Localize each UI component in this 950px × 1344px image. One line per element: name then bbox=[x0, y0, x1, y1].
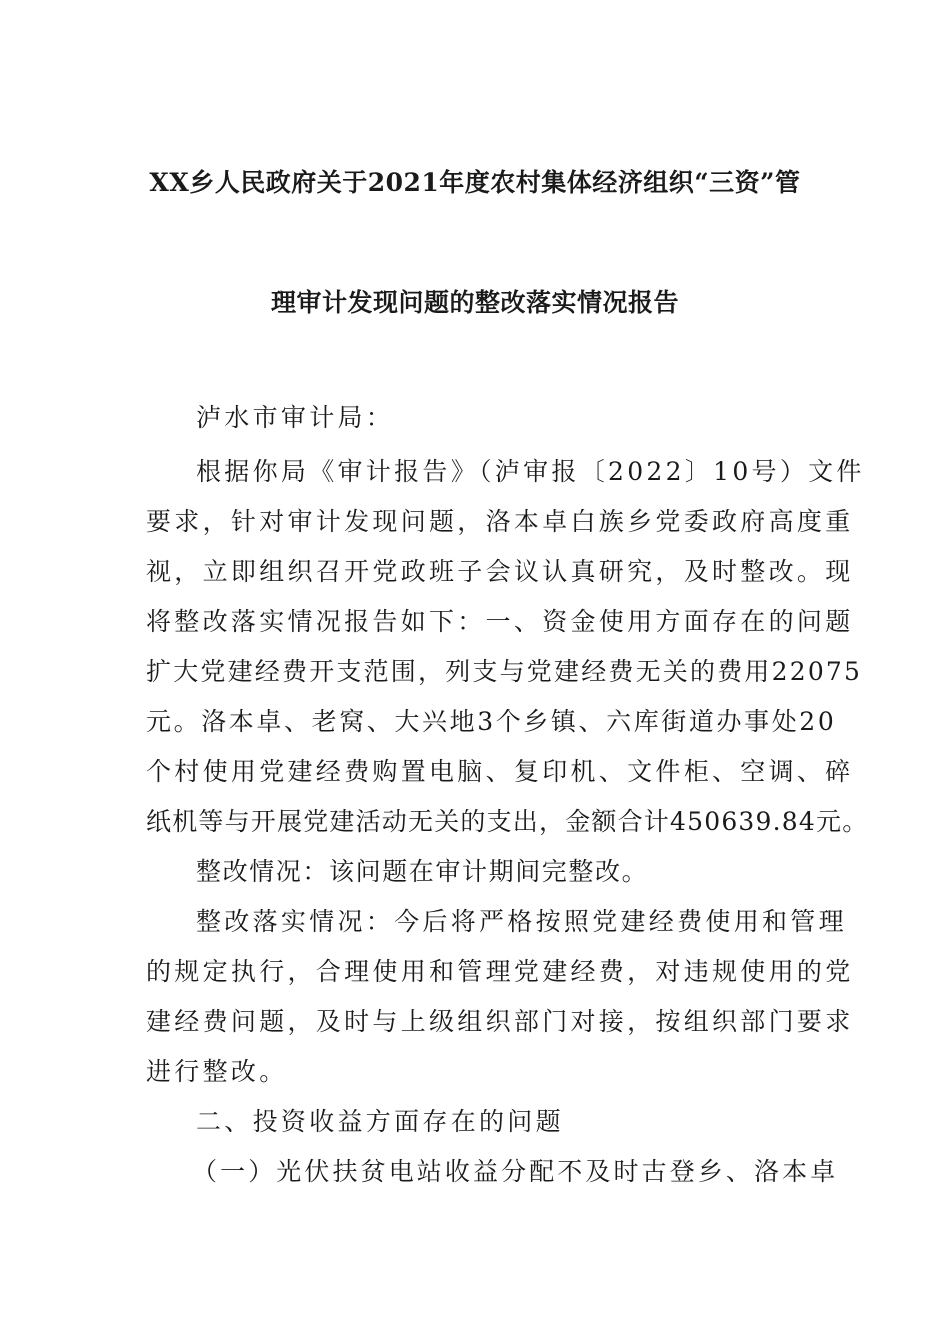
body-line-7: 个村使用党建经费购置电脑、复印机、文件柜、空调、碎 bbox=[146, 757, 854, 786]
body-line-15: （一）光伏扶贫电站收益分配不及时古登乡、洛本卓 bbox=[192, 1157, 839, 1186]
document-title-line-1: XX乡人民政府关于2021年度农村集体经济组织“三资”管 bbox=[149, 168, 801, 197]
body-line-5: 扩大党建经费开支范围，列支与党建经费无关的费用22075 bbox=[146, 657, 863, 686]
body-line-3: 视，立即组织召开党政班子会议认真研究，及时整改。现 bbox=[146, 557, 854, 586]
body-line-4: 将整改落实情况报告如下：一、资金使用方面存在的问题 bbox=[146, 607, 854, 636]
body-line-14: 二、投资收益方面存在的问题 bbox=[196, 1107, 564, 1136]
salutation: 泸水市审计局： bbox=[196, 403, 395, 432]
body-line-2: 要求，针对审计发现问题，洛本卓白族乡党委政府高度重 bbox=[146, 507, 854, 536]
body-line-9: 整改情况：该问题在审计期间完整改。 bbox=[196, 857, 649, 886]
body-line-13: 进行整改。 bbox=[146, 1057, 288, 1086]
body-line-8: 纸机等与开展党建活动无关的支出，金额合计450639.84元。 bbox=[146, 807, 869, 836]
body-line-12: 建经费问题，及时与上级组织部门对接，按组织部门要求 bbox=[146, 1007, 854, 1036]
body-line-10: 整改落实情况：今后将严格按照党建经费使用和管理 bbox=[196, 907, 847, 936]
body-line-1: 根据你局《审计报告》（泸审报〔2022〕10号）文件 bbox=[196, 457, 865, 486]
body-line-6: 元。洛本卓、老窝、大兴地3个乡镇、六库街道办事处20 bbox=[146, 707, 837, 736]
document-title-line-2: 理审计发现问题的整改落实情况报告 bbox=[270, 288, 679, 317]
body-line-11: 的规定执行，合理使用和管理党建经费，对违规使用的党 bbox=[146, 957, 854, 986]
